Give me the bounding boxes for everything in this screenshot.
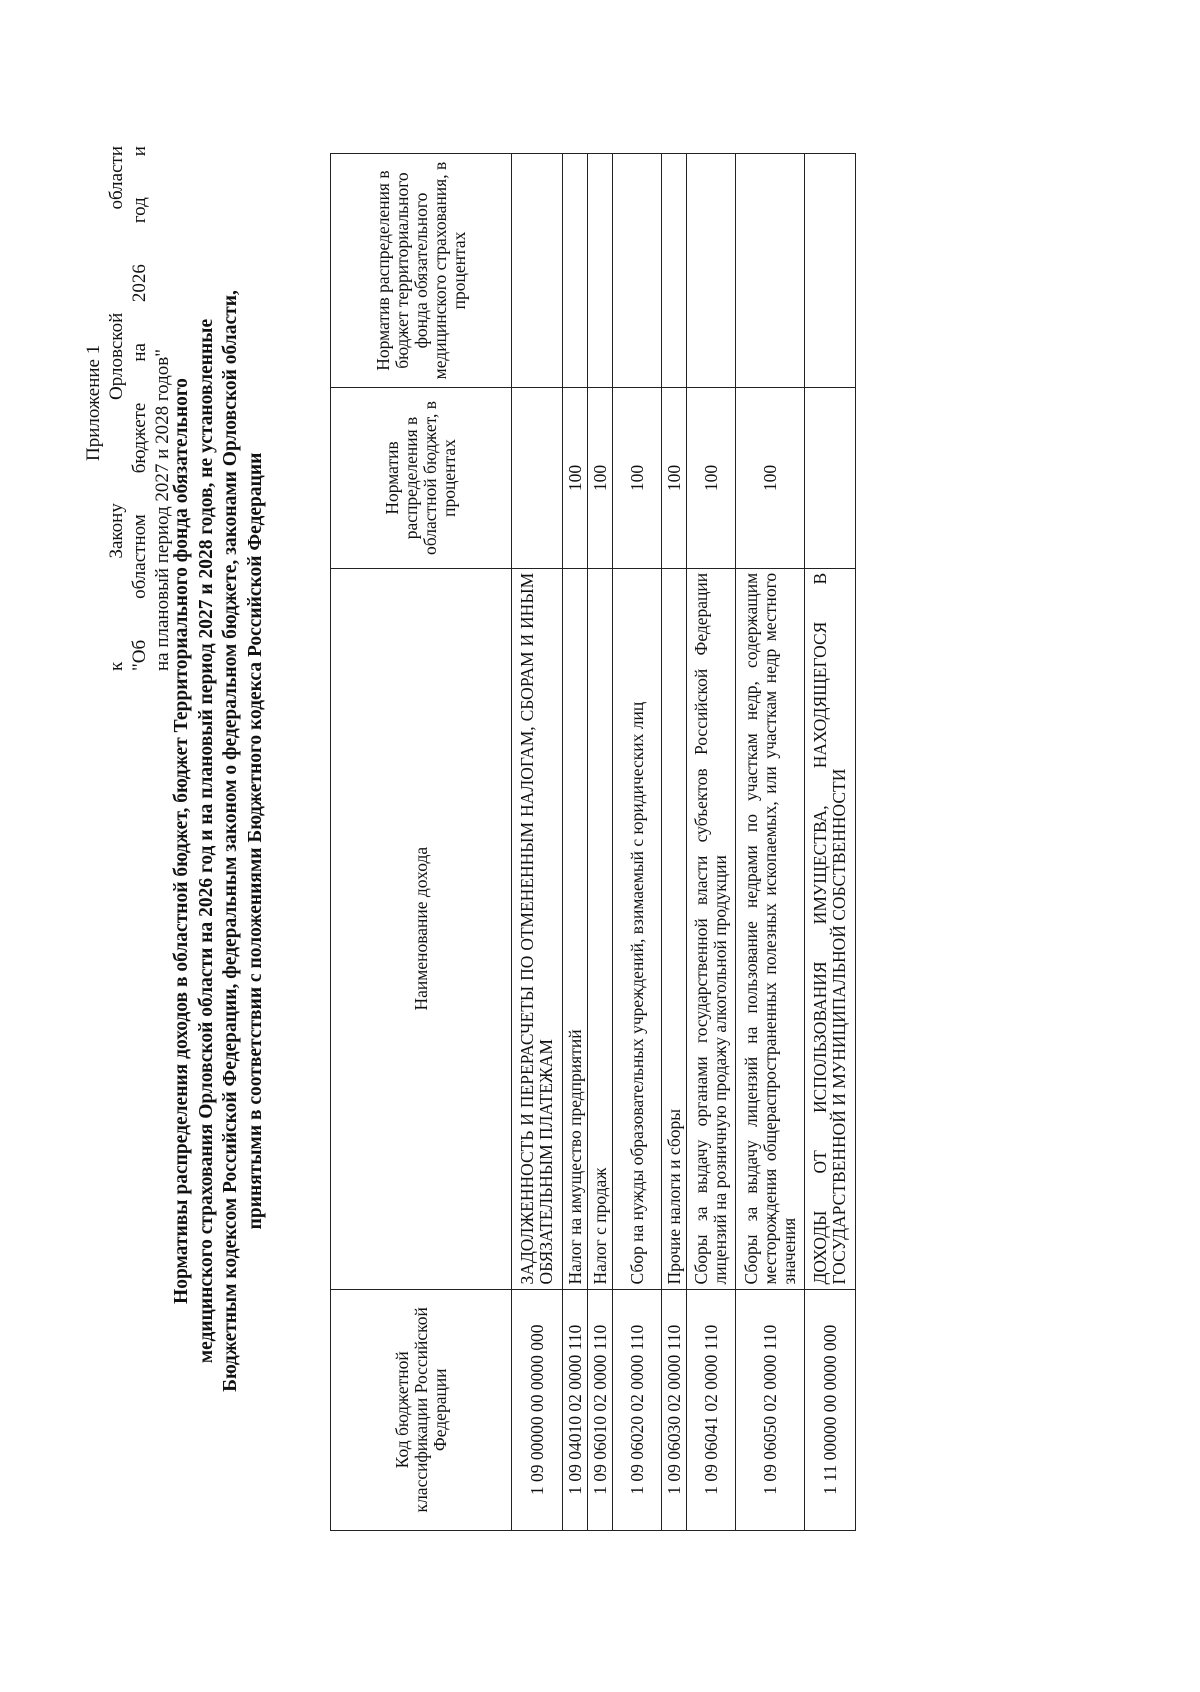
cell-code: 1 09 06010 02 0000 110	[588, 1289, 613, 1530]
cell-code: 1 09 06050 02 0000 110	[736, 1289, 805, 1530]
cell-tfoms	[563, 154, 588, 388]
rotated-document-page	[30, 46, 1170, 1646]
appendix-period-line: на плановый период 2027 и 2028 годов"	[152, 349, 173, 671]
header-regional-norm: Норматив распределения в областной бюджет, в процентах	[331, 388, 512, 569]
cell-name: Прочие налоги и сборы	[662, 568, 687, 1289]
cell-tfoms	[687, 154, 736, 388]
cell-tfoms	[613, 154, 662, 388]
appendix-word: области	[106, 146, 127, 210]
header-code: Код бюджетной классификации Российской Федерации	[331, 1289, 512, 1530]
cell-name: ЗАДОЛЖЕННОСТЬ И ПЕРЕРАСЧЕТЫ ПО ОТМЕНЕННЫМ НАЛОГАМ, СБОРАМ И ИНЫМ ОБЯЗАТЕЛЬНЫМ ПЛАТЕЖАМ	[512, 568, 563, 1289]
table-row	[736, 154, 805, 1531]
table-row	[512, 154, 563, 1531]
cell-regional: 100	[736, 388, 805, 569]
cell-regional	[512, 388, 563, 569]
cell-name: Сбор на нужды образовательных учреждений, взимаемый с юридических лиц	[613, 568, 662, 1289]
cell-tfoms	[512, 154, 563, 388]
header-name: Наименование дохода	[331, 568, 512, 1289]
appendix-law-line	[105, 146, 128, 671]
appendix-budget-line	[128, 146, 151, 671]
cell-name: Сборы за выдачу органами государственной власти субъектов Российской Федерации лицензий на розничную продажу алкогольной продукции	[687, 568, 736, 1289]
cell-regional: 100	[662, 388, 687, 569]
appendix-word: год	[129, 197, 150, 224]
appendix-word: Орловской	[106, 312, 127, 400]
appendix-word: бюджете	[129, 402, 150, 474]
table-header-row	[331, 154, 512, 1531]
title-line: медицинского страхования Орловской области на 2026 год и на плановый период 2027 и 2028 годов, не установленные	[195, 318, 217, 1364]
title-line: Бюджетным кодексом Российской Федерации, федеральным законом о федеральном бюджете, законами Орловской области,	[220, 290, 241, 1392]
cell-code: 1 11 00000 00 0000 000	[805, 1289, 856, 1530]
cell-code: 1 09 06041 02 0000 110	[687, 1289, 736, 1530]
cell-code: 1 09 06030 02 0000 110	[662, 1289, 687, 1530]
appendix-word: на	[129, 343, 150, 362]
table-row	[613, 154, 662, 1531]
revenue-norms-table	[330, 153, 856, 1531]
cell-regional: 100	[588, 388, 613, 569]
appendix-word: к	[106, 661, 127, 671]
cell-tfoms	[662, 154, 687, 388]
cell-name: Сборы за выдачу лицензий на пользование недрами по участкам недр, содержащим месторождения общераспространенных полезных ископаемых, или участкам недр местного значения	[736, 568, 805, 1289]
cell-code: 1 09 06020 02 0000 110	[613, 1289, 662, 1530]
cell-regional	[805, 388, 856, 569]
appendix-word: 2026	[129, 264, 150, 303]
cell-tfoms	[805, 154, 856, 388]
table-row	[588, 154, 613, 1531]
cell-tfoms	[736, 154, 805, 388]
cell-code: 1 09 04010 02 0000 110	[563, 1289, 588, 1530]
cell-regional: 100	[687, 388, 736, 569]
cell-name: ДОХОДЫ ОТ ИСПОЛЬЗОВАНИЯ ИМУЩЕСТВА, НАХОДЯЩЕГОСЯ В ГОСУДАРСТВЕННОЙ И МУНИЦИПАЛЬНОЙ СОБСТВЕННОСТИ	[805, 568, 856, 1289]
table-row	[687, 154, 736, 1531]
table-row	[563, 154, 588, 1531]
appendix-word: "Об	[129, 639, 150, 671]
cell-code: 1 09 00000 00 0000 000	[512, 1289, 563, 1530]
cell-tfoms	[588, 154, 613, 388]
appendix-title: Приложение 1	[83, 344, 104, 461]
cell-regional: 100	[563, 388, 588, 569]
cell-name: Налог на имущество предприятий	[563, 568, 588, 1289]
appendix-word: Закону	[106, 503, 127, 559]
table-row	[805, 154, 856, 1531]
title-line: Нормативы распределения доходов в областной бюджет, бюджет Территориального фонда обязательного	[171, 378, 192, 1304]
document-title	[170, 156, 268, 1526]
table-row	[662, 154, 687, 1531]
appendix-reference	[82, 146, 174, 671]
cell-regional: 100	[613, 388, 662, 569]
cell-name: Налог с продаж	[588, 568, 613, 1289]
appendix-word: областном	[129, 514, 150, 599]
title-line: принятыми в соответствии с положениями Бюджетного кодекса Российской Федерации	[244, 452, 266, 1230]
appendix-word: и	[129, 146, 150, 157]
header-tfoms-norm: Норматив распределения в бюджет территориального фонда обязательного медицинского страхования, в процентах	[331, 154, 512, 388]
